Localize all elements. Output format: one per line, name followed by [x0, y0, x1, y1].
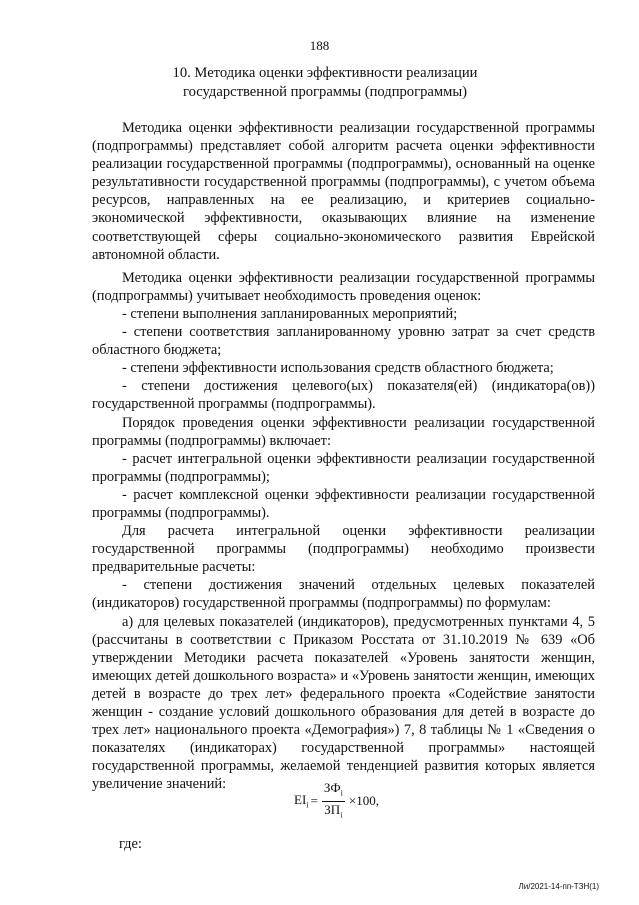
- list-item: - расчет интегральной оценки эффективности реализации государственной программы (подпрограммы);: [92, 450, 595, 485]
- footer-code: Ли/2021-14-пп-ТЗН(1): [518, 882, 599, 891]
- list-item: - степени достижения значений отдельных целевых показателей (индикаторов) государственной программы (подпрограммы) по формулам:: [92, 577, 595, 612]
- paragraph: а) для целевых показателей (индикаторов), предусмотренных пунктами 4, 5 (рассчитаны в соответствии с Приказом Росстата от 31.10.2019 № 639 «Об утверждении Методики расчета показателей «Уровень занятости женщин, имеющих детей дошкольного возраста» и «Уровень занятости женщин, имеющих детей в возрасте до трех лет» федерального проекта «Содействие занятости женщин - создание условий дошкольного образования для детей в возрасте до трех лет» национального проекта «Демография») 7, 8 таблицы № 1 «Сведения о показателях (индикаторах) государственной программы» настоящей государственной программы, желаемой тенденцией развития которых является увеличение значений:: [92, 613, 595, 793]
- paragraph: Методика оценки эффективности реализации государственной программы (подпрограммы) представляет собой алгоритм расчета оценки эффективности реализации государственной программы (подпрограммы), основанный на оценке результативности государственной программы (подпрограммы), с учетом объема ресурсов, направленных на ее реализацию, и критериев социально-экономической эффективности, оказывающих влияние на изменение соответствующей сферы социально-экономического развития Еврейской автономной области.: [92, 120, 595, 263]
- list-item: - степени соответствия запланированному уровню затрат за счет средств областного бюджета;: [92, 324, 595, 359]
- page-number: 188: [309, 38, 330, 53]
- list-item: - расчет комплексной оценки эффективности реализации государственной программы (подпрограммы).: [92, 486, 595, 521]
- section-title-line-1: 10. Методика оценки эффективности реализации: [172, 65, 478, 81]
- paragraph: Порядок проведения оценки эффективности реализации государственной программы (подпрограммы) включает:: [92, 414, 595, 449]
- formula-lhs: $EI_i$: [294, 792, 309, 810]
- section-title: [90, 64, 560, 102]
- list-item: - степени достижения целевого(ых) показателя(ей) (индикатора(ов)) государственной программы (подпрограммы).: [92, 378, 595, 413]
- formula-multiplier: ×100,: [348, 793, 379, 809]
- formula-fraction: [322, 780, 345, 822]
- where-label: где:: [119, 836, 142, 852]
- formula: [294, 780, 379, 822]
- section-title-line-2: государственной программы (подпрограммы): [182, 84, 467, 100]
- formula-numerator: $ЗФ_i$: [322, 780, 345, 802]
- body-text: [92, 119, 595, 793]
- formula-denominator: $ЗП_i$: [324, 801, 343, 820]
- list-item: - степени эффективности использования средств областного бюджета;: [122, 360, 554, 377]
- paragraph: Для расчета интегральной оценки эффективности реализации государственной программы (подпрограммы) необходимо произвести предварительные расчеты:: [92, 523, 595, 576]
- paragraph: Методика оценки эффективности реализации государственной программы (подпрограммы) учитывает необходимость проведения оценок:: [92, 269, 595, 304]
- list-item: - степени выполнения запланированных мероприятий;: [122, 305, 458, 322]
- formula-equals: =: [310, 793, 318, 809]
